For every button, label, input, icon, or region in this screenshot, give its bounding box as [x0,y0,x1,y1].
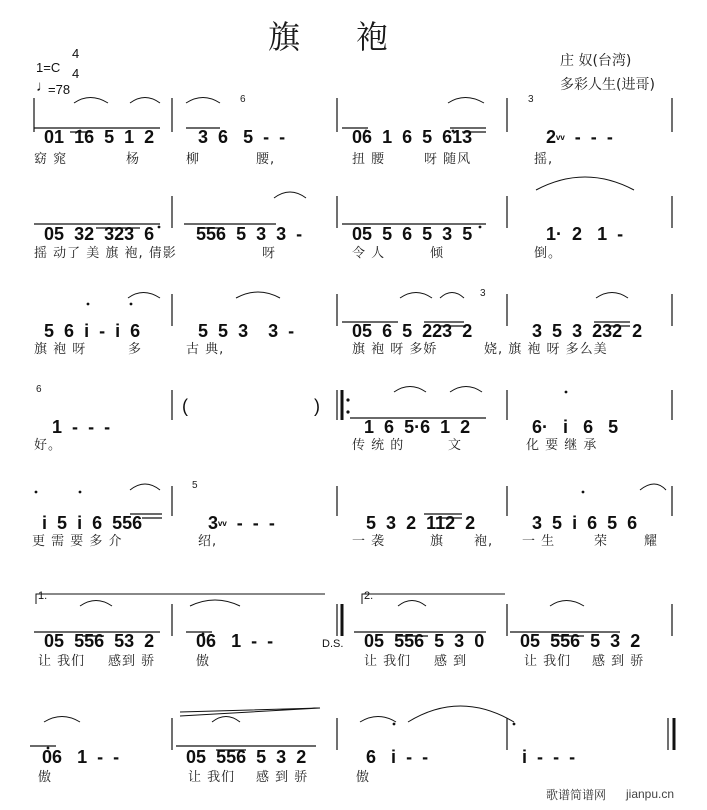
lyric: 让 我们 [188,770,236,785]
lyric: 令 人 [352,246,386,261]
system-4-notes: 1 - - - [52,417,111,437]
system-3-notes-c: 05 6 5 223 2 [352,321,473,341]
key-signature: 1=C [36,60,61,75]
lyric: 感 到 [434,654,468,669]
grace-note: 6 [36,384,42,395]
lyric: 绍, [198,534,218,549]
time-signature-top: 4 [72,46,80,61]
system-2-notes-c: 05 5 6 5 3 5 [352,224,473,244]
double-barline [337,604,342,636]
system-2-notes-d: 1· 2 1 - [546,224,624,244]
lyric: 傲 [356,770,371,785]
composer-credit: 庄 奴(台湾) [560,53,632,69]
system-3-notes: 5 6 i - i 6 [44,321,141,341]
ds-marker: D.S. [322,638,344,650]
system-5-notes-d: 3 5 i 6 5 6 [532,513,638,533]
lyric: 感 到 骄 [256,770,309,785]
system-2-notes-b: 556 5 3 3 - [196,224,303,244]
lyric: 让 我们 [38,654,86,669]
lyric: 呀 [262,246,277,261]
lyric: 倒。 [534,246,563,261]
system-4-notes-c: 6· i 6 5 [532,417,619,437]
lyric: 杨 [126,152,141,167]
system-6-notes: 05 556 53 2 [44,631,155,651]
volta-1: 1. [38,590,48,602]
grace-note: 3 [480,288,486,299]
lyric: 旗 [430,534,445,549]
crescendo-hairpin [180,708,320,716]
lyric: 摇 动了 美 旗 袍, 倩影 [34,246,177,261]
system-6-notes-d: 05 556 5 3 2 [520,631,641,651]
lyric: 让 我们 [364,654,412,669]
lyric: 让 我们 [524,654,572,669]
tempo-value: =78 [48,82,71,97]
system-5-notes-b: 3ᵛᵛ - - - [208,513,275,533]
lyric: 腰, [256,152,276,167]
lyric: 窈 窕 [34,152,68,167]
lyric: 感 到 骄 [592,654,645,669]
system-4-notes-b: 1 6 5·6 1 2 [364,417,471,437]
grace-note: 3 [528,94,534,105]
system-7-notes-c: 6 i - - [366,747,429,767]
system-7-notes-d: i - - - [522,747,576,767]
lyric: 更 需 要 多 介 [32,534,123,549]
song-title: 旗袍 [268,18,445,56]
lyric: 化 要 继 承 [526,438,598,453]
lyric: 古 典, [186,342,225,357]
lyric: 倾 [430,246,445,261]
lyric: 一 生 [522,534,556,549]
grace-note: 5 [192,480,198,491]
system-5-notes: i 5 i 6 556 [42,513,143,533]
watermark-url: jianpu.cn [626,787,675,801]
lyric: 袍, [474,534,494,549]
lyric: 文 [448,438,463,453]
performer-credit: 多彩人生(进哥) [560,77,655,93]
lyric: 柳 [186,152,201,167]
system-1-notes-d: 2ᵛᵛ - - - [546,127,613,147]
system-2-notes: 05 32 323 6 [44,224,155,244]
lyric: 传 统 的 [352,438,405,453]
watermark-text: 歌谱简谱网 [546,788,607,802]
system-1-notes-c: 06 1 6 5 613 [352,127,473,147]
lyric: 旗 袍 呀 [34,342,87,357]
system-1-notes-b: 3 6 5 - - [198,127,286,147]
lyric: 一 袭 [352,534,386,549]
time-signature-bottom: 4 [72,66,80,81]
system-3-notes-d: 3 5 3 232 2 [532,321,643,341]
system-7-notes: 06 1 - - [42,747,120,767]
lyric: 扭 腰 [352,152,386,167]
lyric: 荣 [594,534,609,549]
system-3-notes-b: 5 5 3 3 - [198,321,295,341]
tempo-note-icon: ♩ [36,78,51,95]
lyric: 耀 [644,534,659,549]
system-5-notes-c: 5 3 2 112 2 [366,513,476,533]
lyric: 傲 [38,770,53,785]
repeat-sign [337,390,342,420]
lyric: 旗 袍 呀 多娇 [352,342,438,357]
lyric: 好。 [34,438,63,453]
lyric: 傲 [196,654,211,669]
rest-bracket-open: ( [182,396,188,416]
final-barline [668,718,674,750]
volta-2: 2. [364,590,374,602]
system-6-notes-b: 06 1 - - [196,631,274,651]
system-1-notes: 01 16 5 1 2 [44,127,155,147]
lyric: 呀 随风 [424,152,472,167]
lyric: 摇, [534,152,554,167]
lyric: 娆, 旗 袍 呀 多么美 [484,342,608,357]
system-6-notes-c: 05 556 5 3 0 [364,631,485,651]
rest-bracket-close: ) [314,396,320,416]
grace-note: 6 [240,94,246,105]
lyric: 感到 骄 [108,654,156,669]
system-7-notes-b: 05 556 5 3 2 [186,747,307,767]
lyric: 多 [128,342,143,357]
